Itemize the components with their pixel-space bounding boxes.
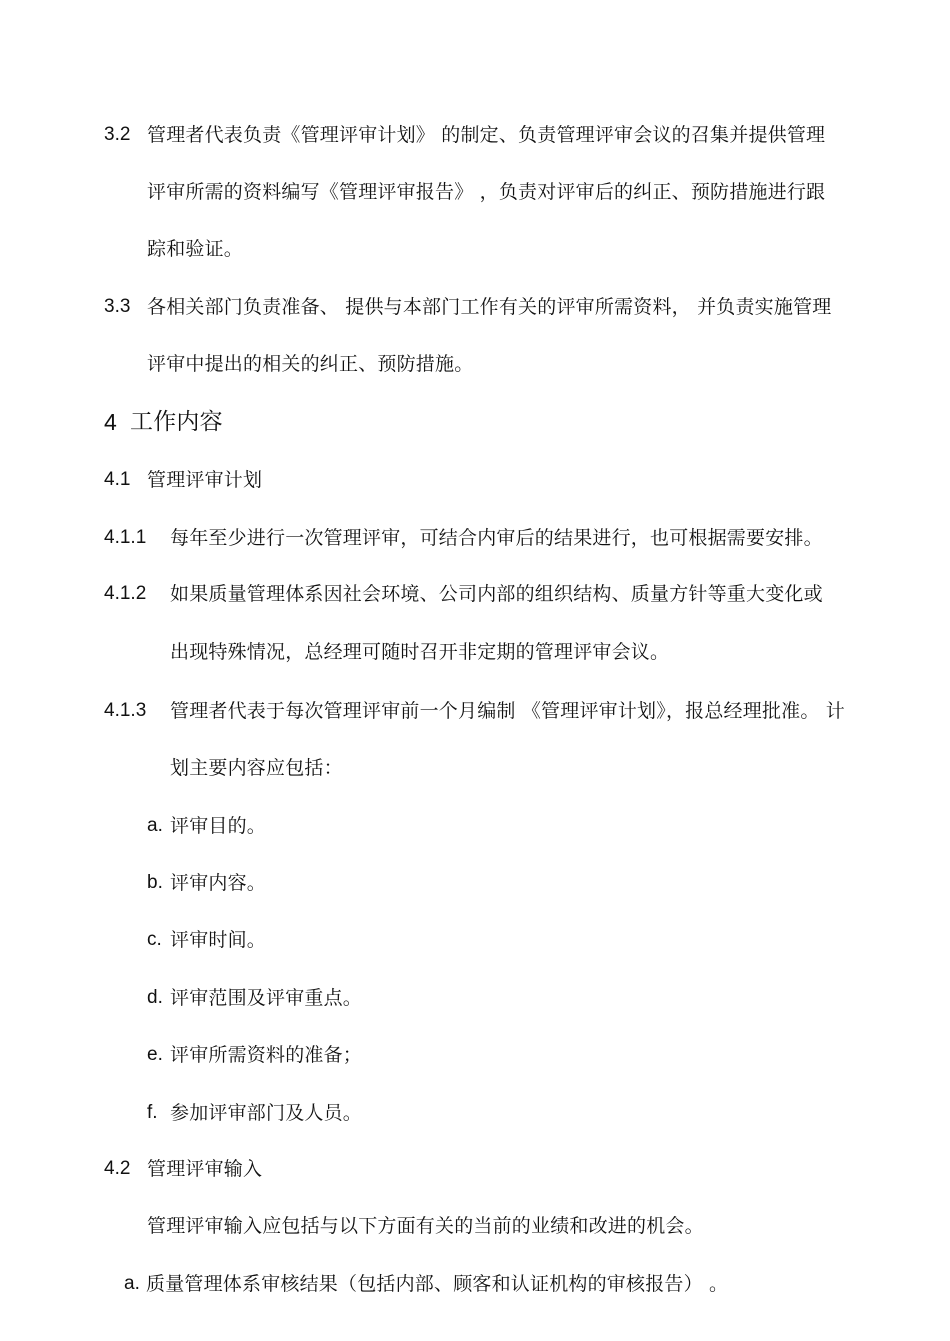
section-number-3-2: 3.2 <box>104 124 131 145</box>
section-3-3-line-2: 评审中提出的相关的纠正、预防措施。 <box>147 353 474 375</box>
list-item-marker: a. <box>124 1273 140 1294</box>
list-item-text: 评审范围及评审重点。 <box>170 987 363 1009</box>
section-4-1-2-line-1: 如果质量管理体系因社会环境、公司内部的组织结构、质量方针等重大变化或 <box>170 583 823 605</box>
list-item-marker: f. <box>147 1102 158 1123</box>
list-item-text: 评审目的。 <box>170 815 267 837</box>
section-4-1-3-line-2: 划主要内容应包括： <box>170 757 343 779</box>
section-4-title: 工作内容 <box>130 409 223 435</box>
list-item-marker: c. <box>147 929 162 950</box>
list-item-marker: e. <box>147 1044 163 1065</box>
section-number-4-1-1: 4.1.1 <box>104 527 147 548</box>
list-item-marker: b. <box>147 872 163 893</box>
list-item-text: 评审时间。 <box>170 929 267 951</box>
section-4-1-3-line-1: 管理者代表于每次管理评审前一个月编制 《管理评审计划》，报总经理批准。 计 <box>170 700 845 722</box>
section-number-3-3: 3.3 <box>104 296 131 317</box>
section-number-4-2: 4.2 <box>104 1158 131 1179</box>
section-4-1-title: 管理评审计划 <box>147 469 263 491</box>
section-number-4-1: 4.1 <box>104 469 131 490</box>
section-3-2-line-3: 踪和验证。 <box>147 238 244 260</box>
section-3-3-line-1: 各相关部门负责准备、 提供与本部门工作有关的评审所需资料， 并负责实施管理 <box>147 296 832 318</box>
list-item-marker: d. <box>147 987 163 1008</box>
list-item-text: 评审内容。 <box>170 872 267 894</box>
list-item-text: 评审所需资料的准备； <box>170 1044 363 1066</box>
section-number-4-1-3: 4.1.3 <box>104 700 147 721</box>
section-number-4-1-2: 4.1.2 <box>104 583 147 604</box>
section-4-1-1-line-1: 每年至少进行一次管理评审，可结合内审后的结果进行，也可根据需要安排。 <box>170 527 823 549</box>
section-number-4: 4 <box>104 409 117 435</box>
list-item-text: 参加评审部门及人员。 <box>170 1102 363 1124</box>
section-4-1-2-line-2: 出现特殊情况，总经理可随时召开非定期的管理评审会议。 <box>170 641 670 663</box>
section-4-2-title: 管理评审输入 <box>147 1158 263 1180</box>
list-item-marker: a. <box>147 815 163 836</box>
section-3-2-line-2: 评审所需的资料编写《管理评审报告》 ，负责对评审后的纠正、预防措施进行跟 <box>147 181 826 203</box>
section-3-2-line-1: 管理者代表负责《管理评审计划》 的制定、负责管理评审会议的召集并提供管理 <box>147 124 826 146</box>
list-item-text: 质量管理体系审核结果（包括内部、顾客和认证机构的审核报告） 。 <box>146 1273 729 1295</box>
section-4-2-intro: 管理评审输入应包括与以下方面有关的当前的业绩和改进的机会。 <box>147 1215 704 1237</box>
